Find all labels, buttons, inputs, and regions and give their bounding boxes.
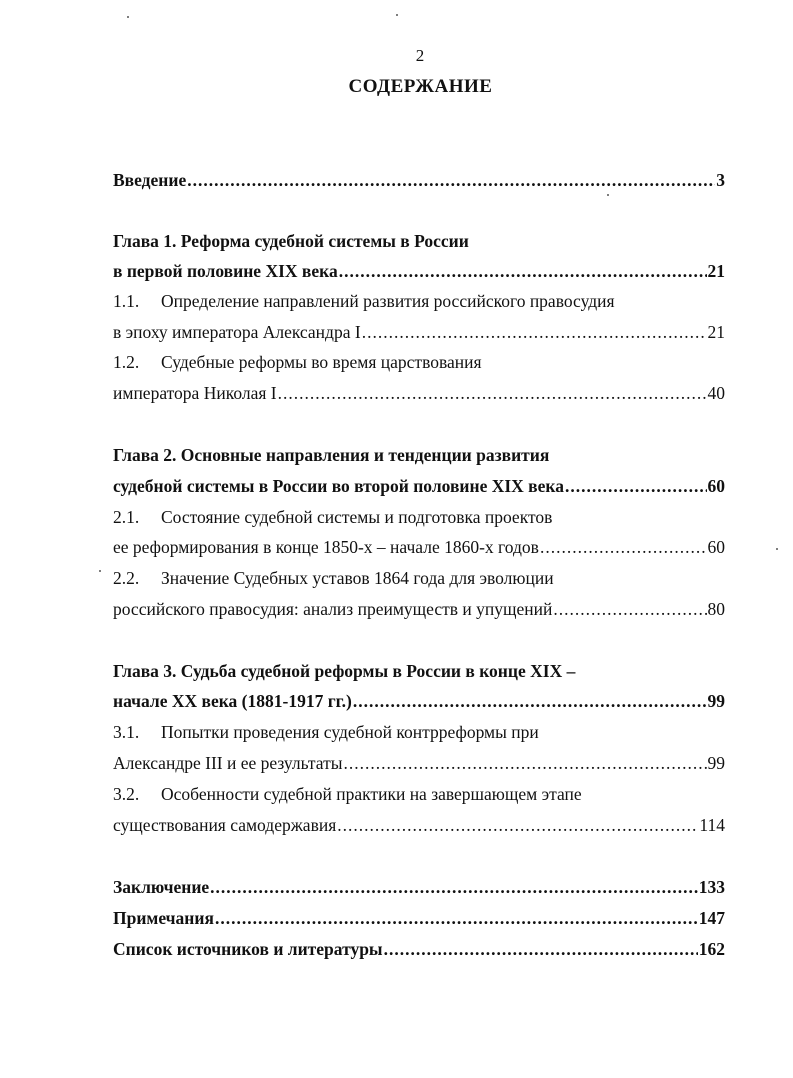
toc-section-3-1-entry[interactable]: [113, 751, 725, 775]
section-number: 1.2.: [113, 352, 140, 372]
toc-entry-label: Примечания: [113, 908, 214, 928]
dot-leader: [565, 474, 707, 498]
scan-speck: [127, 16, 129, 18]
dot-leader: [362, 320, 707, 344]
scan-speck: [776, 548, 778, 550]
toc-section-1-1-entry[interactable]: [113, 320, 725, 344]
toc-page-number: 60: [707, 537, 725, 557]
dot-leader: [187, 168, 715, 192]
section-number: 3.2.: [113, 784, 140, 804]
toc-page-number: 80: [707, 599, 725, 619]
toc-entry-label: Заключение: [113, 877, 210, 897]
toc-page-number: 60: [707, 476, 725, 496]
toc-page-number: 162: [698, 939, 725, 959]
toc-entry-label: Список источников и литературы: [113, 939, 383, 959]
toc-chapter-2-title[interactable]: Глава 2. Основные направления и тенденции развития: [113, 445, 550, 465]
dot-leader: [344, 751, 707, 775]
toc-section-1-2-title[interactable]: [113, 350, 725, 374]
toc-page-number: 99: [707, 753, 725, 773]
toc-section-1-2-entry[interactable]: [113, 381, 725, 405]
toc-entry-label: Введение: [113, 170, 187, 190]
toc-section-3-2-entry[interactable]: [113, 813, 725, 837]
toc-chapter-3-title[interactable]: Глава 3. Судьба судебной реформы в России в конце XIX –: [113, 661, 576, 681]
toc-page-number: 3: [716, 170, 725, 190]
toc-chapter-1-title[interactable]: Глава 1. Реформа судебной системы в России: [113, 231, 469, 251]
dot-leader: [339, 259, 707, 283]
toc-page-number: 21: [707, 261, 725, 281]
toc-section-3-2-title[interactable]: [113, 782, 725, 806]
section-number: 3.1.: [113, 722, 140, 742]
dot-leader: [384, 937, 698, 961]
toc-page-number: 114: [699, 815, 725, 835]
dot-leader: [353, 689, 707, 713]
section-title: Особенности судебной практики на завершающем этапе: [161, 784, 582, 804]
toc-entry-label: начале XX века (1881-1917 гг.): [113, 691, 352, 711]
toc-entry-sources[interactable]: [113, 937, 725, 961]
dot-leader: [540, 535, 707, 559]
section-title: Значение Судебных уставов 1864 года для эволюции: [161, 568, 554, 588]
toc-page-number: 40: [707, 383, 725, 403]
section-number: 1.1.: [113, 291, 140, 311]
toc-entry-label: в эпоху императора Александра I: [113, 322, 361, 342]
section-title: Судебные реформы во время царствования: [161, 352, 482, 372]
toc-entry-notes[interactable]: [113, 906, 725, 930]
toc-section-3-1-title[interactable]: [113, 720, 725, 744]
section-number: 2.2.: [113, 568, 140, 588]
toc-page-number: 133: [698, 877, 725, 897]
section-title: Состояние судебной системы и подготовка проектов: [161, 507, 553, 527]
scan-speck: [99, 570, 101, 572]
dot-leader: [210, 875, 698, 899]
toc-page-number: 99: [707, 691, 725, 711]
toc-entry-label: ее реформирования в конце 1850-х – начале 1860-х годов: [113, 537, 539, 557]
toc-section-2-2-entry[interactable]: [113, 597, 725, 621]
toc-entry-conclusion[interactable]: [113, 875, 725, 899]
page-title: СОДЕРЖАНИЕ: [348, 76, 493, 97]
scan-speck: [607, 194, 609, 196]
dot-leader: [278, 381, 707, 405]
toc-entry-introduction[interactable]: [113, 168, 725, 192]
toc-entry-label: Александре III и ее результаты: [113, 753, 343, 773]
toc-page-number: 147: [698, 908, 725, 928]
toc-chapter-1-entry[interactable]: [113, 259, 725, 283]
toc-page-number: 21: [707, 322, 725, 342]
section-title: Определение направлений развития российского правосудия: [161, 291, 615, 311]
toc-entry-label: существования самодержавия: [113, 815, 337, 835]
section-title: Попытки проведения судебной контрреформы при: [161, 722, 539, 742]
toc-section-2-2-title[interactable]: [113, 566, 725, 590]
toc-chapter-2-entry[interactable]: [113, 474, 725, 498]
toc-entry-label: в первой половине XIX века: [113, 261, 338, 281]
dot-leader: [337, 813, 698, 837]
dot-leader: [215, 906, 698, 930]
toc-section-2-1-entry[interactable]: [113, 535, 725, 559]
section-number: 2.1.: [113, 507, 140, 527]
toc-section-2-1-title[interactable]: [113, 505, 725, 529]
toc-chapter-3-entry[interactable]: [113, 689, 725, 713]
scan-speck: [396, 14, 398, 16]
toc-entry-label: российского правосудия: анализ преимуществ и упущений: [113, 599, 553, 619]
dot-leader: [553, 597, 706, 621]
toc-entry-label: императора Николая I: [113, 383, 277, 403]
toc-section-1-1-title[interactable]: [113, 289, 725, 313]
page-number: 2: [415, 46, 425, 65]
toc-entry-label: судебной системы в России во второй половине XIX века: [113, 476, 564, 496]
